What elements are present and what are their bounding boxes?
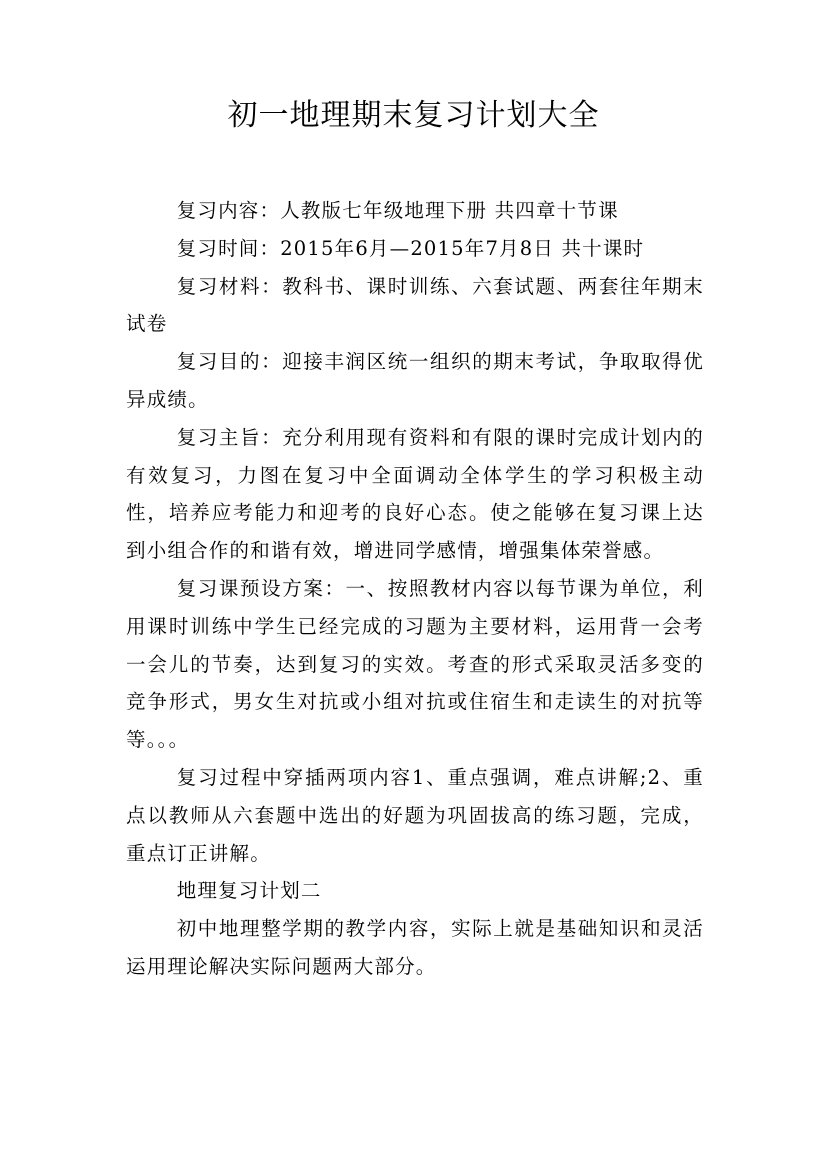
paragraph-review-plan: 复习课预设方案：一、按照教材内容以每节课为单位，利用课时训练中学生已经完成的习题为主要材料，运用背一会考一会儿的节奏，达到复习的实效。考查的形式采取灵活多变的竞争形式，男女生对抗或小组对抗或住宿生和走读生的对抗等等。。。 (126, 576, 704, 752)
document-body (126, 192, 704, 986)
paragraph-review-time: 复习时间：2015年6月—2015年7月8日 共十课时 (176, 236, 645, 260)
paragraph-plan-two-heading: 地理复习计划二 (176, 879, 322, 903)
document-title: 初一地理期末复习计划大全 (227, 98, 600, 133)
paragraph-review-process: 复习过程中穿插两项内容1、重点强调，难点讲解;2、重点以教师从六套题中选出的好题为巩固拔高的练习题，完成，重点订正讲解。 (126, 765, 704, 865)
paragraph-review-content: 复习内容：人教版七年级地理下册 共四章十节课 (176, 199, 619, 222)
paragraph-review-materials: 复习材料：教科书、课时训练、六套试题、两套往年期末试卷 (126, 274, 704, 336)
paragraph-review-purpose: 复习目的：迎接丰润区统一组织的期末考试，争取取得优异成绩。 (126, 350, 704, 411)
paragraph-plan-two-intro: 初中地理整学期的教学内容，实际上就是基础知识和灵活运用理论解决实际问题两大部分。 (126, 917, 704, 978)
paragraph-review-aim: 复习主旨：充分利用现有资料和有限的课时完成计划内的有效复习，力图在复习中全面调动全体学生的学习积极主动性，培养应考能力和迎考的良好心态。使之能够在复习课上达到小组合作的和谐有效，增进同学感情，增强集体荣誉感。 (126, 425, 704, 563)
